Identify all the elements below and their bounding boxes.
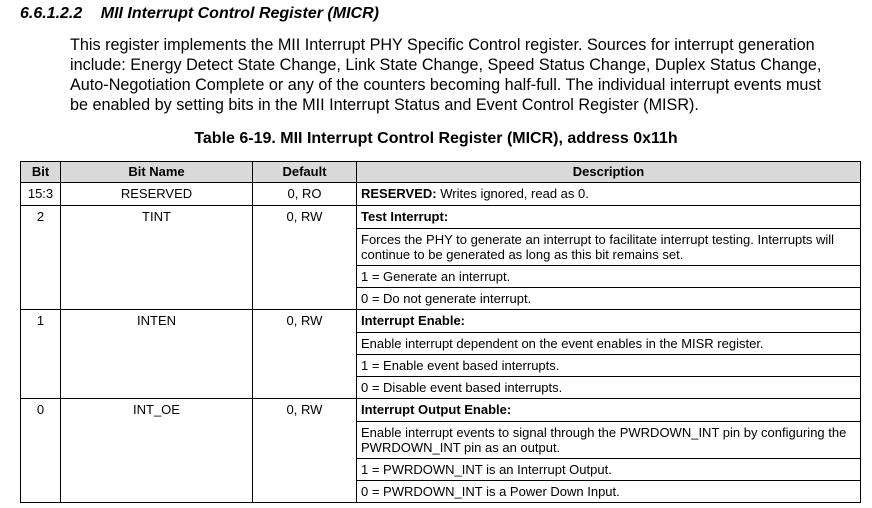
- section-number: 6.6.1.2.2: [20, 5, 83, 22]
- description-line: [357, 399, 860, 421]
- table-row: [21, 310, 861, 399]
- description-text: Writes ignored, read as 0.: [436, 186, 589, 201]
- bit-name-cell: TINT: [61, 206, 253, 310]
- bit-cell: 1: [21, 310, 61, 399]
- default-cell: 0, RW: [253, 310, 357, 399]
- intro-paragraph: [70, 35, 870, 115]
- description-title: Interrupt Enable:: [361, 313, 466, 328]
- bit-name-cell: INT_OE: [61, 399, 253, 503]
- bit-name-cell: RESERVED: [61, 183, 253, 206]
- table-row: [21, 183, 861, 206]
- description-line: [357, 310, 860, 332]
- table-caption: Table 6-19. MII Interrupt Control Register (MICR), address 0x11h: [194, 130, 678, 147]
- description-line: 1 = Generate an interrupt.: [357, 265, 860, 287]
- description-line: 0 = Do not generate interrupt.: [357, 287, 860, 309]
- section-title: MII Interrupt Control Register (MICR): [100, 5, 379, 22]
- bit-cell: 0: [21, 399, 61, 503]
- paragraph-line: Auto-Negotiation Complete or any of the counters becoming half-full. The individual interrupt events must: [70, 76, 822, 94]
- description-line: 0 = PWRDOWN_INT is a Power Down Input.: [357, 480, 860, 502]
- description-title: Interrupt Output Enable:: [361, 402, 512, 417]
- description-line: 1 = PWRDOWN_INT is an Interrupt Output.: [357, 458, 860, 480]
- description-line: [357, 183, 860, 205]
- description-line: 0 = Disable event based interrupts.: [357, 376, 860, 398]
- default-cell: 0, RO: [253, 183, 357, 206]
- description-line: Forces the PHY to generate an interrupt to facilitate interrupt testing. Interrupts will continue to be generated as long as this bit remains set.: [357, 228, 860, 265]
- column-header-description: Description: [357, 162, 861, 183]
- column-header-default: Default: [253, 162, 357, 183]
- section-heading: [20, 5, 379, 23]
- description-cell: [357, 183, 861, 206]
- description-title: RESERVED:: [361, 186, 437, 201]
- paragraph-line: be enabled by setting bits in the MII Interrupt Status and Event Control Register (MISR).: [70, 96, 699, 114]
- description-line: Enable interrupt dependent on the event enables in the MISR register.: [357, 332, 860, 354]
- paragraph-line: This register implements the MII Interrupt PHY Specific Control register. Sources for interrupt generation: [70, 36, 815, 54]
- column-header-bit: Bit: [21, 162, 61, 183]
- description-cell: [357, 399, 861, 503]
- description-title: Test Interrupt:: [361, 209, 449, 224]
- column-header-bit-name: Bit Name: [61, 162, 253, 183]
- description-line: [357, 206, 860, 228]
- bit-cell: 15:3: [21, 183, 61, 206]
- bit-name-cell: INTEN: [61, 310, 253, 399]
- bit-cell: 2: [21, 206, 61, 310]
- paragraph-line: include: Energy Detect State Change, Link State Change, Speed Status Change, Duplex Status Change,: [70, 56, 822, 74]
- description-line: 1 = Enable event based interrupts.: [357, 354, 860, 376]
- default-cell: 0, RW: [253, 399, 357, 503]
- description-cell: [357, 206, 861, 310]
- register-table: [20, 161, 861, 503]
- table-row: [21, 206, 861, 310]
- default-cell: 0, RW: [253, 206, 357, 310]
- table-row: [21, 399, 861, 503]
- description-cell: [357, 310, 861, 399]
- table-header-row: [21, 162, 861, 183]
- description-line: Enable interrupt events to signal through the PWRDOWN_INT pin by configuring the PWRDOWN_INT pin as an output.: [357, 421, 860, 458]
